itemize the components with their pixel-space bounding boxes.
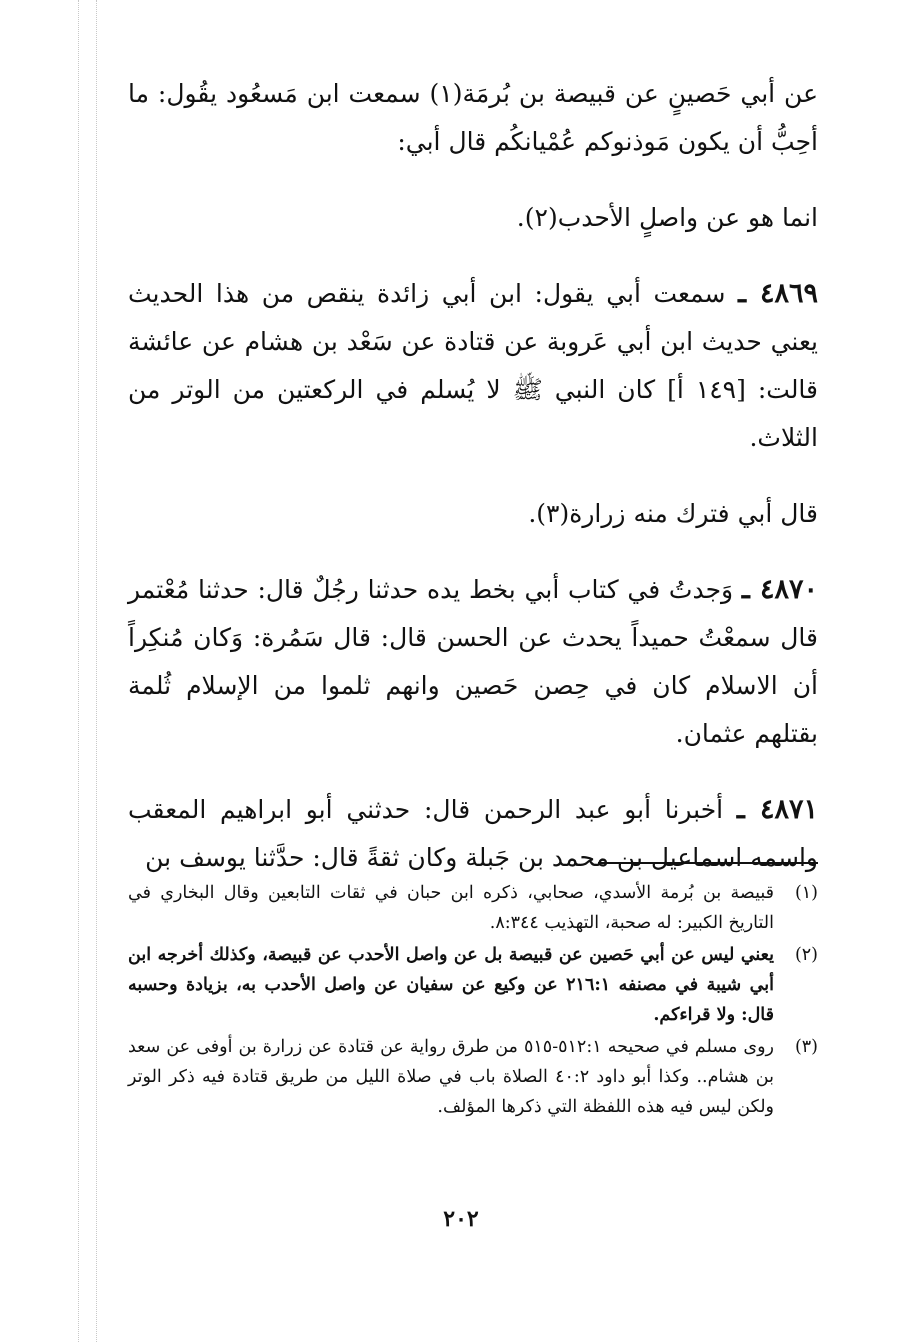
entry-text: أخبرنا أبو عبد الرحمن قال: حدثني أبو ابراهيم المعقب واسمه اسماعيل بن محمد بن جَبلة وكان ثقةً قال: حدَّثنا يوسف بن xyxy=(128,795,818,872)
entry-number: ٤٨٦٩ ـ xyxy=(738,278,819,309)
footnote-1 xyxy=(128,878,818,938)
paragraph-zurara: قال أبي فترك منه زرارة(٣). xyxy=(528,499,818,528)
entry-text: وَجدتُ في كتاب أبي بخط يده حدثنا رجُلٌ قال: حدثنا مُعْتمر قال سمعْتُ حميداً يحدث عن الحسن قال: قال سَمُرة: وَكان مُنكِراً أن الاسلام كان في حِصن حَصين وانهم ثلموا من الإسلام ثُلمة بقتلهم عثمان. xyxy=(128,575,818,748)
entry-4871 xyxy=(128,786,818,882)
footnote-marker: (٣) xyxy=(794,1037,818,1057)
page-body xyxy=(128,70,818,910)
footnotes xyxy=(128,878,818,1124)
paragraph-intro: عن أبي حَصينٍ عن قبيصة بن بُرمَة(١) سمعت ابن مَسعُود يقُول: ما أحِبُّ أن يكون مَوذنوكم عُمْيانكُم قال أبي: xyxy=(128,79,818,156)
footnote-separator xyxy=(598,862,818,864)
footnote-marker: (١) xyxy=(794,883,818,903)
margin-dots-left-inner xyxy=(96,0,97,1342)
footnote-3 xyxy=(128,1032,818,1122)
footnote-text: قبيصة بن بُرمة الأسدي، صحابي، ذكره ابن حبان في ثقات التابعين وقال البخاري في التاريخ الكبير: له صحبة، التهذيب ٨:٣٤٤. xyxy=(128,883,774,933)
footnote-text: روى مسلم في صحيحه ٥١٢:١-٥١٥ من طرق رواية عن قتادة عن زرارة بن أوفى عن سعد بن هشام.. وكذا أبو داود ٤٠:٢ الصلاة باب في صلاة الليل من طريق قتادة فيه ذكر الوتر ولكن ليس فيه هذه اللفظة التي ذكرها المؤلف. xyxy=(128,1037,775,1117)
entry-4869 xyxy=(128,270,818,462)
page-number: ٢٠٢ xyxy=(443,1206,479,1232)
footnote-2 xyxy=(128,940,818,1030)
entry-number: ٤٨٧١ ـ xyxy=(736,794,818,825)
paragraph-note-abi: انما هو عن واصلٍ الأحدب(٢). xyxy=(516,203,818,232)
footnote-text: يعني ليس عن أبي حَصين عن قبيصة بل عن واصل الأحدب عن قبيصة، وكذلك أخرجه ابن أبي شيبة في مصنفه ٢١٦:١ عن وكيع عن سفيان عن واصل الأحدب به، بزيادة وحسبه قال: ولا قراءكم. xyxy=(128,945,774,1025)
entry-text: سمعت أبي يقول: ابن أبي زائدة ينقص من هذا الحديث يعني حديث ابن أبي عَروبة عن قتادة عن سَعْد بن هشام عن عائشة قالت: [١٤٩ أ] كان النبي ﷺ لا يُسلم في الركعتين من الوتر من الثلاث. xyxy=(128,279,819,452)
footnote-marker: (٢) xyxy=(794,945,818,965)
entry-number: ٤٨٧٠ ـ xyxy=(741,574,818,605)
entry-4870 xyxy=(128,566,818,758)
margin-dots-left xyxy=(78,0,79,1342)
